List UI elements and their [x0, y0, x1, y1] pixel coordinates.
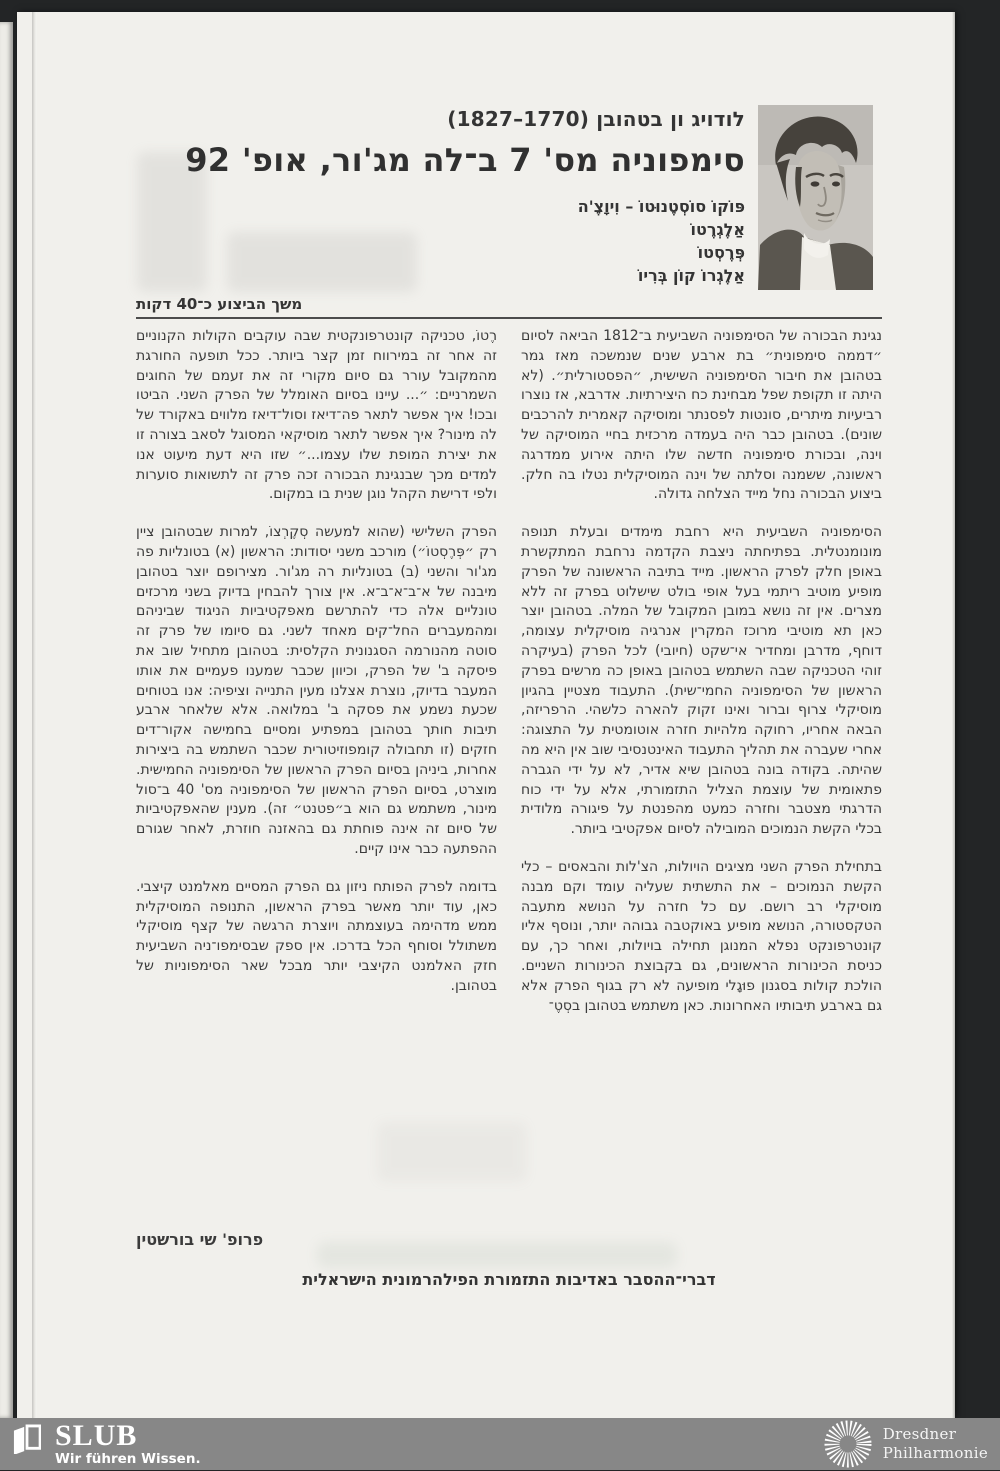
beethoven-portrait: [758, 105, 873, 290]
slub-book-icon: [13, 1424, 41, 1454]
paragraph: בתחילת הפרק השני מציגים הויולות, הצ'לות והבאסים – כלי הקשת הנמוכים – את התשתית שעליה עומד וקם מבנה מוסיקלי רב רושם. עם כל חזרה על הנושא מתעבה הטקסטורה, הנושא מופיע באוקטבה גבוהה יותר, ונוסף אליו קונטרפונקט נפלא המנוגן תחילה בויולות, ואחר כך, עם כניסת הכינורות הראשונים, גם בקבוצת הכינורות השניים. הולכת קולות בסגנון פוּגָלי מופיעה לא רק בגוף הפרק אלא גם בארבע תיבותיו האחרונות. כאן משתמש בטהובן בסְטֶ־: [521, 858, 882, 1014]
scanned-page: [17, 12, 955, 1418]
facing-page-edge: [0, 22, 13, 1418]
composer-byline: לודויג ון בטהובן (1770–1827): [447, 107, 745, 131]
credit-line: דברי־ההסבר באדיבות התזמורת הפילהרמונית הישראלית: [302, 1270, 716, 1289]
paragraph: רֶטוֹ, טכניקה קונטרפונקטית שבה עוקבים הקולות הקנוניים זה אחר זה במירווח זמן קצר ביותר. ככל תופעה החורגת מהמקובל עורר גם סיום מקורי זה את זעמם של החוגים השמרניים: ״... עיינו בסיום האומלל של הפרק השני. הביטו ובכו! איך אפשר לתאר פה־דיאז וסול־דיאז מלווים באקורד של לה מינור? איך אפשר לתאר מוסיקאי המסוגל לסאב בצורה זו את יצירת המופת שלו עצמו...״ שזו היא דעת מיעוט אנו למדים מכך שבנגינת הבכורה זכה פרק זה לתשואות סוערות ולפי דרישת הקהל נוגן שנית בו במקום.: [136, 328, 497, 503]
movement-1: פּוֹקוֹ סוֹסְטֶנוּטוֹ – וִיוָצֶ'ה: [577, 197, 745, 216]
page-edge: [952, 12, 955, 1418]
dresdner-starburst-icon: [821, 1417, 875, 1471]
dresdner-wordmark: [883, 1425, 988, 1463]
movement-3: פְּרֶסְטוֹ: [697, 243, 745, 262]
paragraph: בדומה לפרק הפותח ניזון גם הפרק המסיים מאלמנט קיצבי. כאן, עוד יותר מאשר בפרק הראשון, התנופה המוסיקלית ממש מדהימה בעוצמתה ויוצרת הרגשה של קצף מוסיקלי משתולל וסוחף הכל בדרכו. אין ספק שבסימפו־ניה השביעית חזק האלמנט הקיצבי יותר מבכל שאר הסימפוניות של בטהובן.: [136, 878, 497, 994]
slub-tagline: Wir führen Wissen.: [55, 1450, 201, 1467]
dresdner-line2: Philharmonie: [882, 1444, 988, 1462]
dresdner-philharmonie-logo[interactable]: [821, 1417, 988, 1471]
paragraph: הסימפוניה השביעית היא רחבת מימדים ובעלת תנופה מונומנטלית. בפתיחתה ניצבת הקדמה נרחבת המתקשרת באופן חלק לפרק הראשון. מייד בתיבה הראשונה של הפרק מופיע מוטיב ריתמי בעל אופי בולט שישלוט בפרק זה ללא מצרים. אין זה נושא במובן המקובל של המלה. בטהובן יוצר כאן תא מוטיבי מרוכז המקרין אנרגיה מוסיקלית עצומה, דוחף, מדרבן ומחדיר אי־שקט (חיובי) לכל הפרק (בעיקרה זוהי הטכניקה שבה השתמש בטהובן באופן כה מרשים בפרק הראשון של הסימפוניה החמי־שית). התעבוד מצטיין בהגיון מוסיקלי צרוף וברור ואינו זקוק להארה כלשהי. הרפריזה, הבאה אחריו, רחוקה מלהיות חזרה אוטומטית על התצוגה: אחרי שעברה את תהליך התעבוד האינטנסיבי שוב אין היא מה שהיתה. בקודה בונה בטהובן שיא אדיר, לא על ידי הגברה פתאומית של עוצמת הצליל התזמורתי, אלא על ידי כוח הדרגתי מצטבר וחזרה כמעט מהפנטת על פיגורה מלודית בכלי הקשת הנמוכים המובילה לסיום אפקטיבי ביותר.: [521, 524, 882, 838]
author-signature: פרופ' שי בורשטין: [136, 1230, 264, 1249]
beethoven-portrait-image: [758, 105, 873, 290]
bleed-through-ghost: [227, 232, 417, 292]
page-fold: [32, 12, 37, 1418]
paragraph: נגינת הבכורה של הסימפוניה השביעית ב־1812 הביאה לסיום ״דממה סימפונית״ בת ארבע שנים שנמשכה מאז גמר בטהובן את חיבור הסימפוניה השישית, ״הפסטורלית״. (לא היתה זו תקופת שפל מבחינת כח היצירתיות. אדרבא, אז נוצרו רביעיות מיתרים, סונטות לפסנתר ומוסיקה קאמרית להרכבים שונים). בטהובן כבר היה בעמדה מרכזית בחיי המוסיקה של וינה, ובכורת סימפוניה חדשה שלו היתה אירוע ממדרגה ראשונה, ששמנה וסלתה של וינה המוסיקלית נטלו בה חלק. ביצוע הבכורה נחל מייד הצלחה גדולה.: [521, 328, 882, 503]
movement-2: אַלֶגְרֶטוֹ: [690, 220, 745, 239]
slub-logo[interactable]: [13, 1418, 201, 1467]
viewer-footer-bar: [0, 1418, 1000, 1470]
paragraph: הפרק השלישי (שהוא למעשה סְקֶרְצוֹ, למרות שבטהובן ציין רק ״פְּרֶסְטוֹ״) מורכב משני יסודות: הראשון (א) בטונליות פה מג'ור והשני (ב) בטונליות רה מג'ור. מצירופם יוצר בטהובן מיבנה של א־ב־א־ב־א. אין צורך להבחין בדיוק בשני מרכזים טונליים אלה כדי להתרשם מאפקטיביות הניגוד שביניהם ומהמעברים החל־קים מאחד לשני. גם סיומו של פרק זה סוטה מהנורמה הסגנונית הקלסית: בטהובן מתחיל שוב את פיסקה ב' של הפרק, וכיוון שכבר שמענו פעמיים את אותו המעבר בדיוק, נוצרת אצלנו מעין התנייה וציפיה: אנו בטוחים שכעת נשמע את פסקה ב' במלואה. אלא שלאחר ארבע תיבות חותך בטהובן במפתיע ומסיים בחמישה אקור־דים חזקים (זו תחבולה קומפוזיטורית שכבר השתמש בה ביצירות אחרות, ביניהן בסיום הפרק הראשון של הסימפוניה החמישית. מוצרט, בסיום הפרק הראשון של הסימפוניה מס' 40 ב־סול מינור, משתמש גם הוא ב״פטנט״ זה). מענין שהאפקטיביות של סיום זה אינה פוחתת גם בהאזנה חוזרת, לאחר שגורם ההפתעה כבר אינו קיים.: [136, 524, 498, 857]
slub-name: SLUB: [55, 1418, 138, 1452]
column-right: [521, 327, 882, 1265]
movement-4: אַלֶגְרוֹ קוֹן בְּרִיוֹ: [637, 266, 745, 285]
page-title: סימפוניה מס' 7 ב־לה מג'ור, אופ' 92: [185, 141, 745, 179]
duration-note: משך הביצוע כ־40 דקות: [136, 295, 303, 313]
movement-list: [578, 195, 745, 287]
slub-wordmark: [55, 1418, 201, 1467]
column-left: [136, 327, 497, 1265]
article-body: [136, 327, 882, 1265]
dresdner-line1: Dresdner: [882, 1425, 957, 1443]
header-rule: [136, 317, 882, 319]
